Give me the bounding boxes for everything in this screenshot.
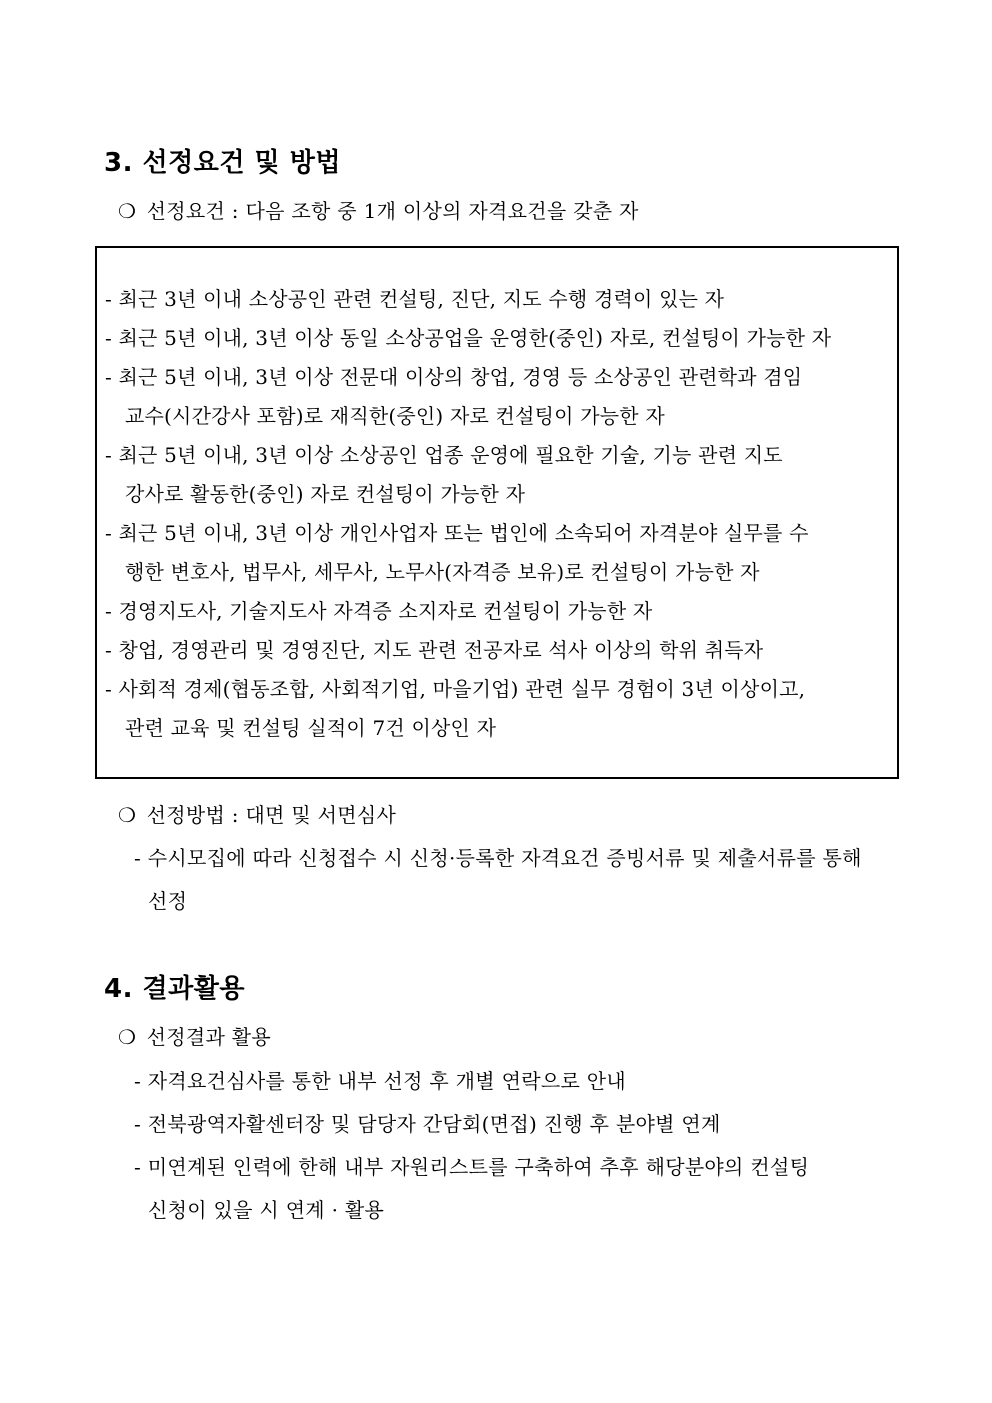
criteria-item-continuation: 강사로 활동한(중인) 자로 컨설팅이 가능한 자 xyxy=(125,482,526,506)
usage-detail: - 자격요건심사를 통한 내부 선정 후 개별 연락으로 안내 xyxy=(134,1069,626,1093)
section-3-title: 3. 선정요건 및 방법 xyxy=(104,148,341,178)
method-detail: - 수시모집에 따라 신청접수 시 신청·등록한 자격요건 증빙서류 및 제출서류를 통해 xyxy=(134,846,862,870)
criteria-item: - 최근 3년 이내 소상공인 관련 컨설팅, 진단, 지도 수행 경력이 있는 자 xyxy=(105,287,725,311)
criteria-item: - 최근 5년 이내, 3년 이상 개인사업자 또는 법인에 소속되어 자격분야 실무를 수 xyxy=(105,521,809,545)
criteria-item: - 사회적 경제(협동조합, 사회적기업, 마을기업) 관련 실무 경험이 3년 이상이고, xyxy=(105,677,806,701)
usage-detail: - 전북광역자활센터장 및 담당자 간담회(면접) 진행 후 분야별 연계 xyxy=(134,1112,721,1136)
method-text: 선정방법 : 대면 및 서면심사 xyxy=(146,803,397,827)
criteria-item-continuation: 행한 변호사, 법무사, 세무사, 노무사(자격증 보유)로 컨설팅이 가능한 자 xyxy=(125,560,760,584)
usage-detail: - 미연계된 인력에 한해 내부 자원리스트를 구축하여 추후 해당분야의 컨설팅 xyxy=(134,1155,810,1179)
method-detail-continuation: 선정 xyxy=(148,889,188,913)
usage-text: 선정결과 활용 xyxy=(146,1025,272,1049)
criteria-item: - 최근 5년 이내, 3년 이상 소상공인 업종 운영에 필요한 기술, 기능 관련 지도 xyxy=(105,443,783,467)
criteria-item: - 최근 5년 이내, 3년 이상 동일 소상공업을 운영한(중인) 자로, 컨설팅이 가능한 자 xyxy=(105,326,832,350)
criteria-item: - 최근 5년 이내, 3년 이상 전문대 이상의 창업, 경영 등 소상공인 관련학과 겸임 xyxy=(105,365,803,389)
criteria-item-continuation: 관련 교육 및 컨설팅 실적이 7건 이상인 자 xyxy=(125,716,497,740)
circle-bullet-icon: ❍ xyxy=(118,1025,137,1049)
requirements-text: 선정요건 : 다음 조항 중 1개 이상의 자격요건을 갖춘 자 xyxy=(146,199,639,223)
criteria-item: - 창업, 경영관리 및 경영진단, 지도 관련 전공자로 석사 이상의 학위 취득자 xyxy=(105,638,764,662)
section-4-title: 4. 결과활용 xyxy=(104,974,245,1004)
circle-bullet-icon: ❍ xyxy=(118,803,137,827)
usage-detail-continuation: 신청이 있을 시 연계 · 활용 xyxy=(148,1198,385,1222)
criteria-box xyxy=(95,246,899,779)
usage-line xyxy=(118,1023,271,1051)
criteria-item: - 경영지도사, 기술지도사 자격증 소지자로 컨설팅이 가능한 자 xyxy=(105,599,653,623)
circle-bullet-icon: ❍ xyxy=(118,199,137,223)
criteria-item-continuation: 교수(시간강사 포함)로 재직한(중인) 자로 컨설팅이 가능한 자 xyxy=(125,404,665,428)
method-line xyxy=(118,801,396,829)
requirements-line xyxy=(118,197,639,225)
